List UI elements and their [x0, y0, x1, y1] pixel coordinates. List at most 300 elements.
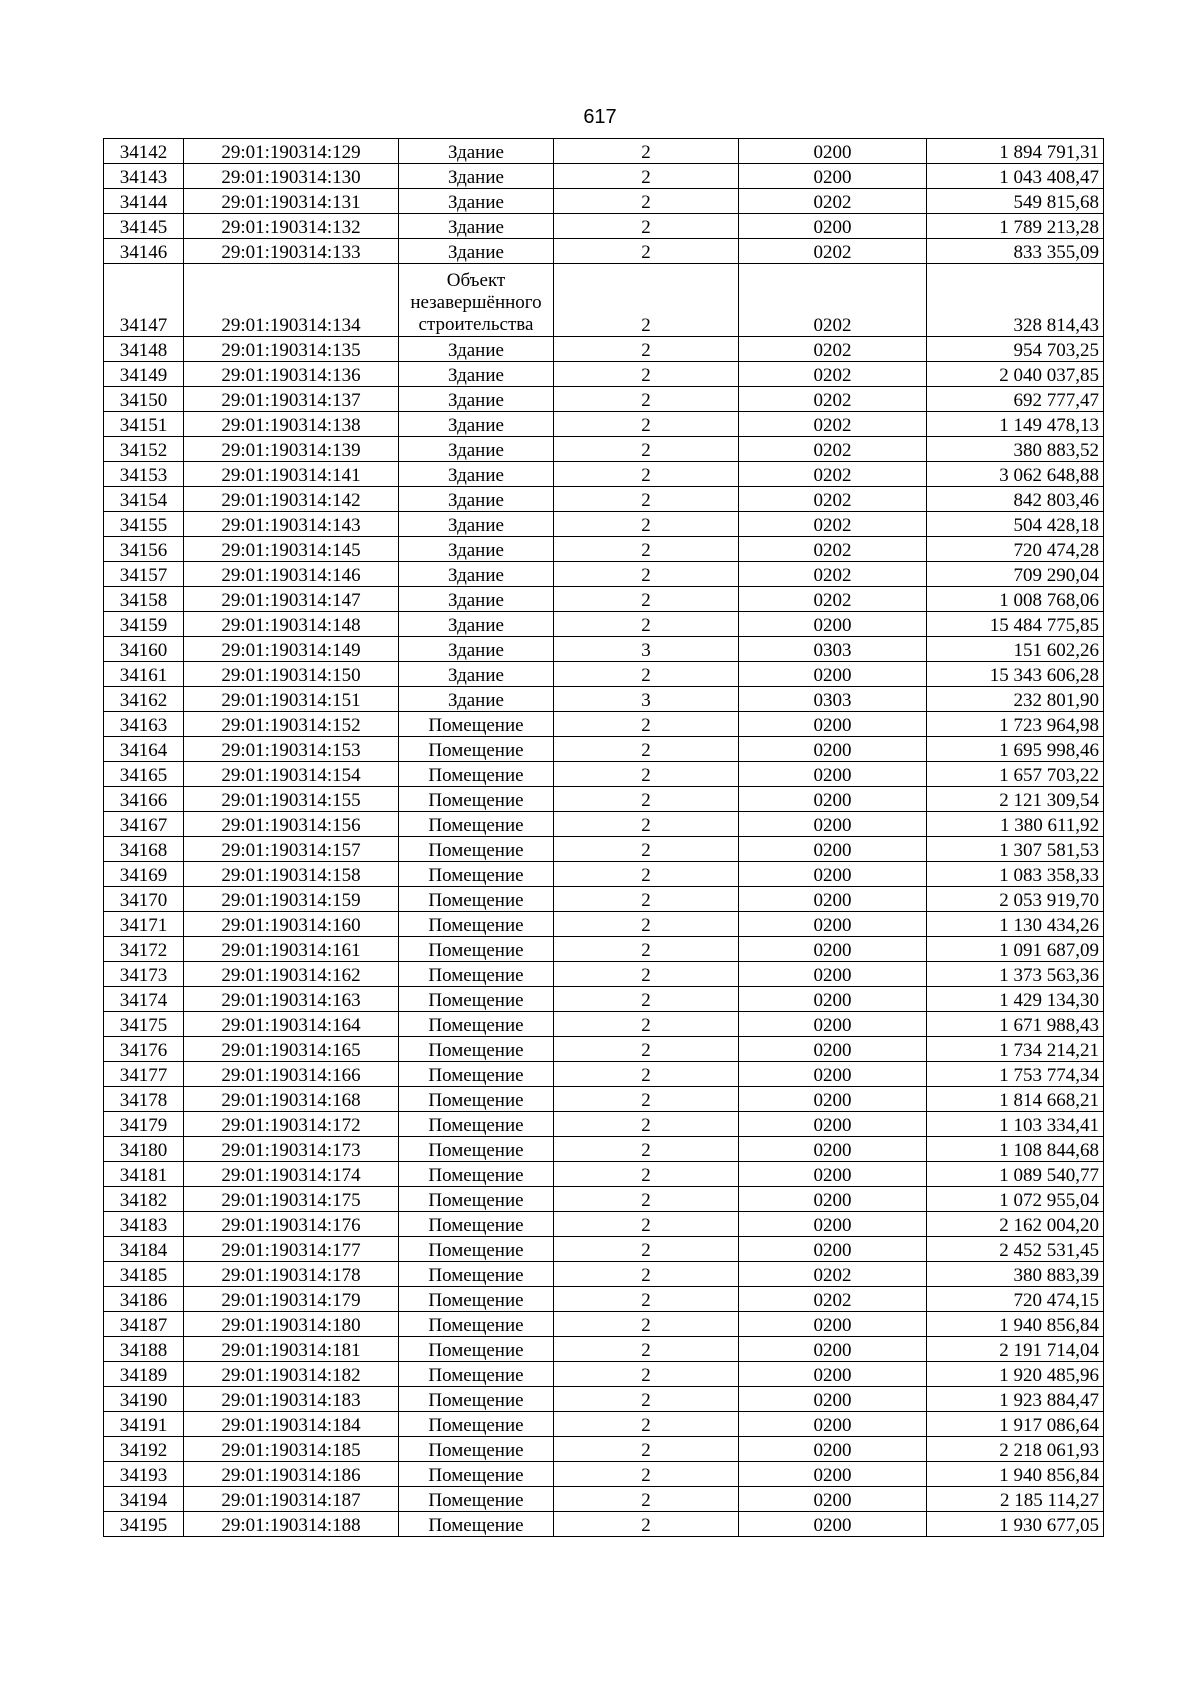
cadastral-number-cell: 29:01:190314:168: [184, 1087, 399, 1112]
group-cell: 2: [554, 462, 739, 487]
row-number-cell: 34172: [104, 937, 184, 962]
code-cell: 0200: [739, 612, 927, 637]
table-row: [104, 837, 1104, 862]
row-number-cell: 34176: [104, 1037, 184, 1062]
cadastral-value-cell: 380 883,52: [927, 437, 1104, 462]
row-number-cell: 34166: [104, 787, 184, 812]
row-number-cell: 34157: [104, 562, 184, 587]
group-cell: 2: [554, 214, 739, 239]
group-cell: 2: [554, 1487, 739, 1512]
group-cell: 2: [554, 1137, 739, 1162]
row-number-cell: 34193: [104, 1462, 184, 1487]
group-cell: 2: [554, 562, 739, 587]
code-cell: 0200: [739, 762, 927, 787]
row-number-cell: 34144: [104, 189, 184, 214]
row-number-cell: 34178: [104, 1087, 184, 1112]
object-type-cell: Помещение: [399, 1387, 554, 1412]
table-row: [104, 1387, 1104, 1412]
table-row: [104, 712, 1104, 737]
table-row: [104, 787, 1104, 812]
row-number-cell: 34148: [104, 337, 184, 362]
code-cell: 0202: [739, 587, 927, 612]
object-type-cell: Помещение: [399, 762, 554, 787]
object-type-cell: Здание: [399, 662, 554, 687]
object-type-cell: Здание: [399, 239, 554, 264]
cadastral-number-cell: 29:01:190314:154: [184, 762, 399, 787]
object-type-cell: Помещение: [399, 787, 554, 812]
code-cell: 0200: [739, 812, 927, 837]
page-number: 617: [583, 106, 617, 128]
row-number-cell: 34145: [104, 214, 184, 239]
registry-table: [103, 138, 1104, 1537]
group-cell: 2: [554, 937, 739, 962]
cadastral-number-cell: 29:01:190314:142: [184, 487, 399, 512]
object-type-cell: Здание: [399, 337, 554, 362]
cadastral-value-cell: 1 734 214,21: [927, 1037, 1104, 1062]
cadastral-number-cell: 29:01:190314:131: [184, 189, 399, 214]
group-cell: 2: [554, 1087, 739, 1112]
cadastral-value-cell: 15 484 775,85: [927, 612, 1104, 637]
row-number-cell: 34153: [104, 462, 184, 487]
group-cell: 2: [554, 537, 739, 562]
cadastral-number-cell: 29:01:190314:148: [184, 612, 399, 637]
table-row: [104, 387, 1104, 412]
table-row: [104, 987, 1104, 1012]
code-cell: 0200: [739, 1437, 927, 1462]
cadastral-value-cell: 1 008 768,06: [927, 587, 1104, 612]
cadastral-number-cell: 29:01:190314:152: [184, 712, 399, 737]
code-cell: 0200: [739, 737, 927, 762]
table-row: [104, 437, 1104, 462]
code-cell: 0200: [739, 1337, 927, 1362]
code-cell: 0200: [739, 1087, 927, 1112]
object-type-cell: Помещение: [399, 1037, 554, 1062]
cadastral-value-cell: 1 429 134,30: [927, 987, 1104, 1012]
cadastral-value-cell: 328 814,43: [927, 264, 1104, 337]
row-number-cell: 34175: [104, 1012, 184, 1037]
cadastral-value-cell: 2 162 004,20: [927, 1212, 1104, 1237]
row-number-cell: 34194: [104, 1487, 184, 1512]
cadastral-number-cell: 29:01:190314:147: [184, 587, 399, 612]
group-cell: 2: [554, 1387, 739, 1412]
row-number-cell: 34142: [104, 139, 184, 164]
code-cell: 0303: [739, 637, 927, 662]
cadastral-number-cell: 29:01:190314:146: [184, 562, 399, 587]
group-cell: 2: [554, 887, 739, 912]
cadastral-number-cell: 29:01:190314:162: [184, 962, 399, 987]
table-row: [104, 1012, 1104, 1037]
object-type-cell: Здание: [399, 637, 554, 662]
group-cell: 2: [554, 1012, 739, 1037]
cadastral-value-cell: 1 753 774,34: [927, 1062, 1104, 1087]
code-cell: 0200: [739, 1012, 927, 1037]
cadastral-value-cell: 2 053 919,70: [927, 887, 1104, 912]
group-cell: 2: [554, 1112, 739, 1137]
object-type-cell: Здание: [399, 139, 554, 164]
object-type-cell: Здание: [399, 412, 554, 437]
row-number-cell: 34156: [104, 537, 184, 562]
object-type-cell: Здание: [399, 587, 554, 612]
group-cell: 2: [554, 1062, 739, 1087]
cadastral-value-cell: 1 695 998,46: [927, 737, 1104, 762]
row-number-cell: 34168: [104, 837, 184, 862]
cadastral-value-cell: 232 801,90: [927, 687, 1104, 712]
row-number-cell: 34179: [104, 1112, 184, 1137]
group-cell: 2: [554, 1337, 739, 1362]
cadastral-value-cell: 1 307 581,53: [927, 837, 1104, 862]
group-cell: 2: [554, 612, 739, 637]
group-cell: 2: [554, 587, 739, 612]
code-cell: 0200: [739, 1487, 927, 1512]
row-number-cell: 34173: [104, 962, 184, 987]
object-type-cell: Помещение: [399, 862, 554, 887]
code-cell: 0200: [739, 837, 927, 862]
object-type-cell: Помещение: [399, 1212, 554, 1237]
row-number-cell: 34147: [104, 264, 184, 337]
cadastral-number-cell: 29:01:190314:155: [184, 787, 399, 812]
group-cell: 2: [554, 264, 739, 337]
cadastral-value-cell: 1 940 856,84: [927, 1462, 1104, 1487]
object-type-cell: Помещение: [399, 1012, 554, 1037]
registry-table-body: [104, 139, 1104, 1537]
code-cell: 0202: [739, 537, 927, 562]
row-number-cell: 34181: [104, 1162, 184, 1187]
code-cell: 0200: [739, 1212, 927, 1237]
group-cell: 2: [554, 164, 739, 189]
table-row: [104, 912, 1104, 937]
cadastral-value-cell: 1 043 408,47: [927, 164, 1104, 189]
cadastral-value-cell: 842 803,46: [927, 487, 1104, 512]
table-row: [104, 537, 1104, 562]
code-cell: 0200: [739, 1412, 927, 1437]
row-number-cell: 34152: [104, 437, 184, 462]
object-type-cell: Здание: [399, 462, 554, 487]
code-cell: 0200: [739, 1362, 927, 1387]
cadastral-number-cell: 29:01:190314:141: [184, 462, 399, 487]
row-number-cell: 34189: [104, 1362, 184, 1387]
cadastral-value-cell: 1 814 668,21: [927, 1087, 1104, 1112]
cadastral-number-cell: 29:01:190314:164: [184, 1012, 399, 1037]
cadastral-value-cell: 1 894 791,31: [927, 139, 1104, 164]
group-cell: 2: [554, 512, 739, 537]
group-cell: 2: [554, 1212, 739, 1237]
cadastral-number-cell: 29:01:190314:187: [184, 1487, 399, 1512]
cadastral-value-cell: 1 380 611,92: [927, 812, 1104, 837]
cadastral-number-cell: 29:01:190314:139: [184, 437, 399, 462]
cadastral-value-cell: 2 218 061,93: [927, 1437, 1104, 1462]
table-row: [104, 239, 1104, 264]
table-row: [104, 1462, 1104, 1487]
table-row: [104, 662, 1104, 687]
group-cell: 2: [554, 487, 739, 512]
cadastral-value-cell: 1 920 485,96: [927, 1362, 1104, 1387]
code-cell: 0200: [739, 1387, 927, 1412]
group-cell: 2: [554, 189, 739, 214]
cadastral-value-cell: 1 149 478,13: [927, 412, 1104, 437]
cadastral-number-cell: 29:01:190314:130: [184, 164, 399, 189]
row-number-cell: 34143: [104, 164, 184, 189]
cadastral-number-cell: 29:01:190314:182: [184, 1362, 399, 1387]
code-cell: 0202: [739, 462, 927, 487]
code-cell: 0200: [739, 662, 927, 687]
row-number-cell: 34191: [104, 1412, 184, 1437]
object-type-cell: Помещение: [399, 712, 554, 737]
object-type-cell: Помещение: [399, 1337, 554, 1362]
row-number-cell: 34150: [104, 387, 184, 412]
object-type-cell: Здание: [399, 537, 554, 562]
cadastral-value-cell: 1 373 563,36: [927, 962, 1104, 987]
object-type-cell: Помещение: [399, 1512, 554, 1537]
table-row: [104, 189, 1104, 214]
object-type-cell: Здание: [399, 164, 554, 189]
object-type-cell: Помещение: [399, 1062, 554, 1087]
cadastral-number-cell: 29:01:190314:149: [184, 637, 399, 662]
cadastral-number-cell: 29:01:190314:143: [184, 512, 399, 537]
object-type-cell: Помещение: [399, 1137, 554, 1162]
cadastral-value-cell: 380 883,39: [927, 1262, 1104, 1287]
cadastral-number-cell: 29:01:190314:178: [184, 1262, 399, 1287]
row-number-cell: 34187: [104, 1312, 184, 1337]
group-cell: 3: [554, 687, 739, 712]
object-type-cell: Помещение: [399, 1437, 554, 1462]
code-cell: 0202: [739, 264, 927, 337]
object-type-cell: Помещение: [399, 1162, 554, 1187]
cadastral-value-cell: 2 452 531,45: [927, 1237, 1104, 1262]
code-cell: 0200: [739, 1137, 927, 1162]
object-type-cell: Помещение: [399, 1287, 554, 1312]
table-row: [104, 164, 1104, 189]
object-type-cell: Помещение: [399, 1187, 554, 1212]
cadastral-value-cell: 709 290,04: [927, 562, 1104, 587]
table-row: [104, 1137, 1104, 1162]
code-cell: 0200: [739, 962, 927, 987]
cadastral-number-cell: 29:01:190314:176: [184, 1212, 399, 1237]
row-number-cell: 34192: [104, 1437, 184, 1462]
cadastral-number-cell: 29:01:190314:161: [184, 937, 399, 962]
table-row: [104, 937, 1104, 962]
cadastral-number-cell: 29:01:190314:153: [184, 737, 399, 762]
cadastral-value-cell: 833 355,09: [927, 239, 1104, 264]
cadastral-value-cell: 151 602,26: [927, 637, 1104, 662]
object-type-cell: Помещение: [399, 737, 554, 762]
row-number-cell: 34190: [104, 1387, 184, 1412]
table-row: [104, 337, 1104, 362]
cadastral-value-cell: 2 185 114,27: [927, 1487, 1104, 1512]
code-cell: 0202: [739, 362, 927, 387]
code-cell: 0202: [739, 337, 927, 362]
table-row: [104, 1162, 1104, 1187]
object-type-cell: Здание: [399, 612, 554, 637]
table-row: [104, 612, 1104, 637]
cadastral-number-cell: 29:01:190314:135: [184, 337, 399, 362]
cadastral-value-cell: 720 474,28: [927, 537, 1104, 562]
code-cell: 0202: [739, 1287, 927, 1312]
table-row: [104, 1212, 1104, 1237]
object-type-cell: Здание: [399, 362, 554, 387]
group-cell: 2: [554, 812, 739, 837]
group-cell: 2: [554, 1187, 739, 1212]
object-type-cell: Помещение: [399, 1462, 554, 1487]
object-type-cell: Помещение: [399, 1112, 554, 1137]
object-type-cell: Здание: [399, 189, 554, 214]
group-cell: 2: [554, 737, 739, 762]
table-row: [104, 562, 1104, 587]
code-cell: 0200: [739, 1512, 927, 1537]
row-number-cell: 34186: [104, 1287, 184, 1312]
row-number-cell: 34164: [104, 737, 184, 762]
table-row: [104, 687, 1104, 712]
group-cell: 2: [554, 1037, 739, 1062]
group-cell: 2: [554, 239, 739, 264]
cadastral-number-cell: 29:01:190314:145: [184, 537, 399, 562]
group-cell: 2: [554, 1437, 739, 1462]
table-row: [104, 1037, 1104, 1062]
object-type-cell: Здание: [399, 562, 554, 587]
group-cell: 2: [554, 1262, 739, 1287]
table-row: [104, 637, 1104, 662]
table-row: [104, 1287, 1104, 1312]
cadastral-number-cell: 29:01:190314:174: [184, 1162, 399, 1187]
group-cell: 2: [554, 1287, 739, 1312]
table-row: [104, 862, 1104, 887]
cadastral-number-cell: 29:01:190314:173: [184, 1137, 399, 1162]
code-cell: 0202: [739, 512, 927, 537]
code-cell: 0200: [739, 1312, 927, 1337]
row-number-cell: 34169: [104, 862, 184, 887]
table-row: [104, 737, 1104, 762]
code-cell: 0202: [739, 239, 927, 264]
object-type-cell: Помещение: [399, 987, 554, 1012]
table-row: [104, 1062, 1104, 1087]
code-cell: 0200: [739, 712, 927, 737]
code-cell: 0200: [739, 139, 927, 164]
cadastral-value-cell: 2 121 309,54: [927, 787, 1104, 812]
cadastral-value-cell: 1 917 086,64: [927, 1412, 1104, 1437]
table-row: [104, 1512, 1104, 1537]
cadastral-number-cell: 29:01:190314:163: [184, 987, 399, 1012]
row-number-cell: 34163: [104, 712, 184, 737]
row-number-cell: 34185: [104, 1262, 184, 1287]
cadastral-number-cell: 29:01:190314:177: [184, 1237, 399, 1262]
row-number-cell: 34188: [104, 1337, 184, 1362]
table-row: [104, 462, 1104, 487]
object-type-cell: Здание: [399, 214, 554, 239]
cadastral-value-cell: 720 474,15: [927, 1287, 1104, 1312]
table-row: [104, 264, 1104, 337]
group-cell: 2: [554, 912, 739, 937]
table-row: [104, 1087, 1104, 1112]
cadastral-value-cell: 1 083 358,33: [927, 862, 1104, 887]
row-number-cell: 34182: [104, 1187, 184, 1212]
row-number-cell: 34195: [104, 1512, 184, 1537]
row-number-cell: 34180: [104, 1137, 184, 1162]
code-cell: 0200: [739, 937, 927, 962]
cadastral-value-cell: 1 089 540,77: [927, 1162, 1104, 1187]
cadastral-number-cell: 29:01:190314:150: [184, 662, 399, 687]
cadastral-number-cell: 29:01:190314:136: [184, 362, 399, 387]
object-type-cell: Помещение: [399, 912, 554, 937]
table-row: [104, 512, 1104, 537]
table-row: [104, 1237, 1104, 1262]
row-number-cell: 34155: [104, 512, 184, 537]
object-type-cell: Помещение: [399, 1087, 554, 1112]
cadastral-number-cell: 29:01:190314:159: [184, 887, 399, 912]
group-cell: 2: [554, 1462, 739, 1487]
object-type-cell: Помещение: [399, 1487, 554, 1512]
row-number-cell: 34183: [104, 1212, 184, 1237]
object-type-cell: Помещение: [399, 937, 554, 962]
table-row: [104, 887, 1104, 912]
group-cell: 2: [554, 1412, 739, 1437]
cadastral-value-cell: 549 815,68: [927, 189, 1104, 214]
group-cell: 2: [554, 1312, 739, 1337]
code-cell: 0200: [739, 1462, 927, 1487]
table-row: [104, 587, 1104, 612]
cadastral-value-cell: 1 789 213,28: [927, 214, 1104, 239]
code-cell: 0202: [739, 1262, 927, 1287]
object-type-cell: Помещение: [399, 1237, 554, 1262]
code-cell: 0202: [739, 487, 927, 512]
group-cell: 2: [554, 712, 739, 737]
table-row: [104, 1362, 1104, 1387]
cadastral-value-cell: 954 703,25: [927, 337, 1104, 362]
cadastral-number-cell: 29:01:190314:172: [184, 1112, 399, 1137]
code-cell: 0303: [739, 687, 927, 712]
group-cell: 2: [554, 1512, 739, 1537]
object-type-cell: Здание: [399, 437, 554, 462]
object-type-cell: Помещение: [399, 812, 554, 837]
code-cell: 0200: [739, 1062, 927, 1087]
cadastral-value-cell: 1 130 434,26: [927, 912, 1104, 937]
table-row: [104, 487, 1104, 512]
group-cell: 2: [554, 787, 739, 812]
group-cell: 2: [554, 362, 739, 387]
code-cell: 0200: [739, 1112, 927, 1137]
group-cell: 2: [554, 139, 739, 164]
cadastral-number-cell: 29:01:190314:134: [184, 264, 399, 337]
object-type-cell: Здание: [399, 387, 554, 412]
table-row: [104, 812, 1104, 837]
code-cell: 0200: [739, 214, 927, 239]
code-cell: 0200: [739, 912, 927, 937]
table-row: [104, 1487, 1104, 1512]
group-cell: 2: [554, 1162, 739, 1187]
table-row: [104, 214, 1104, 239]
code-cell: 0202: [739, 189, 927, 214]
group-cell: 2: [554, 387, 739, 412]
cadastral-value-cell: 2 040 037,85: [927, 362, 1104, 387]
cadastral-number-cell: 29:01:190314:151: [184, 687, 399, 712]
row-number-cell: 34160: [104, 637, 184, 662]
group-cell: 2: [554, 1362, 739, 1387]
cadastral-number-cell: 29:01:190314:157: [184, 837, 399, 862]
row-number-cell: 34151: [104, 412, 184, 437]
code-cell: 0200: [739, 887, 927, 912]
table-row: [104, 1437, 1104, 1462]
cadastral-number-cell: 29:01:190314:138: [184, 412, 399, 437]
row-number-cell: 34177: [104, 1062, 184, 1087]
group-cell: 2: [554, 412, 739, 437]
row-number-cell: 34170: [104, 887, 184, 912]
group-cell: 2: [554, 337, 739, 362]
cadastral-number-cell: 29:01:190314:175: [184, 1187, 399, 1212]
cadastral-number-cell: 29:01:190314:183: [184, 1387, 399, 1412]
cadastral-number-cell: 29:01:190314:129: [184, 139, 399, 164]
group-cell: 2: [554, 437, 739, 462]
cadastral-number-cell: 29:01:190314:180: [184, 1312, 399, 1337]
row-number-cell: 34149: [104, 362, 184, 387]
cadastral-number-cell: 29:01:190314:165: [184, 1037, 399, 1062]
